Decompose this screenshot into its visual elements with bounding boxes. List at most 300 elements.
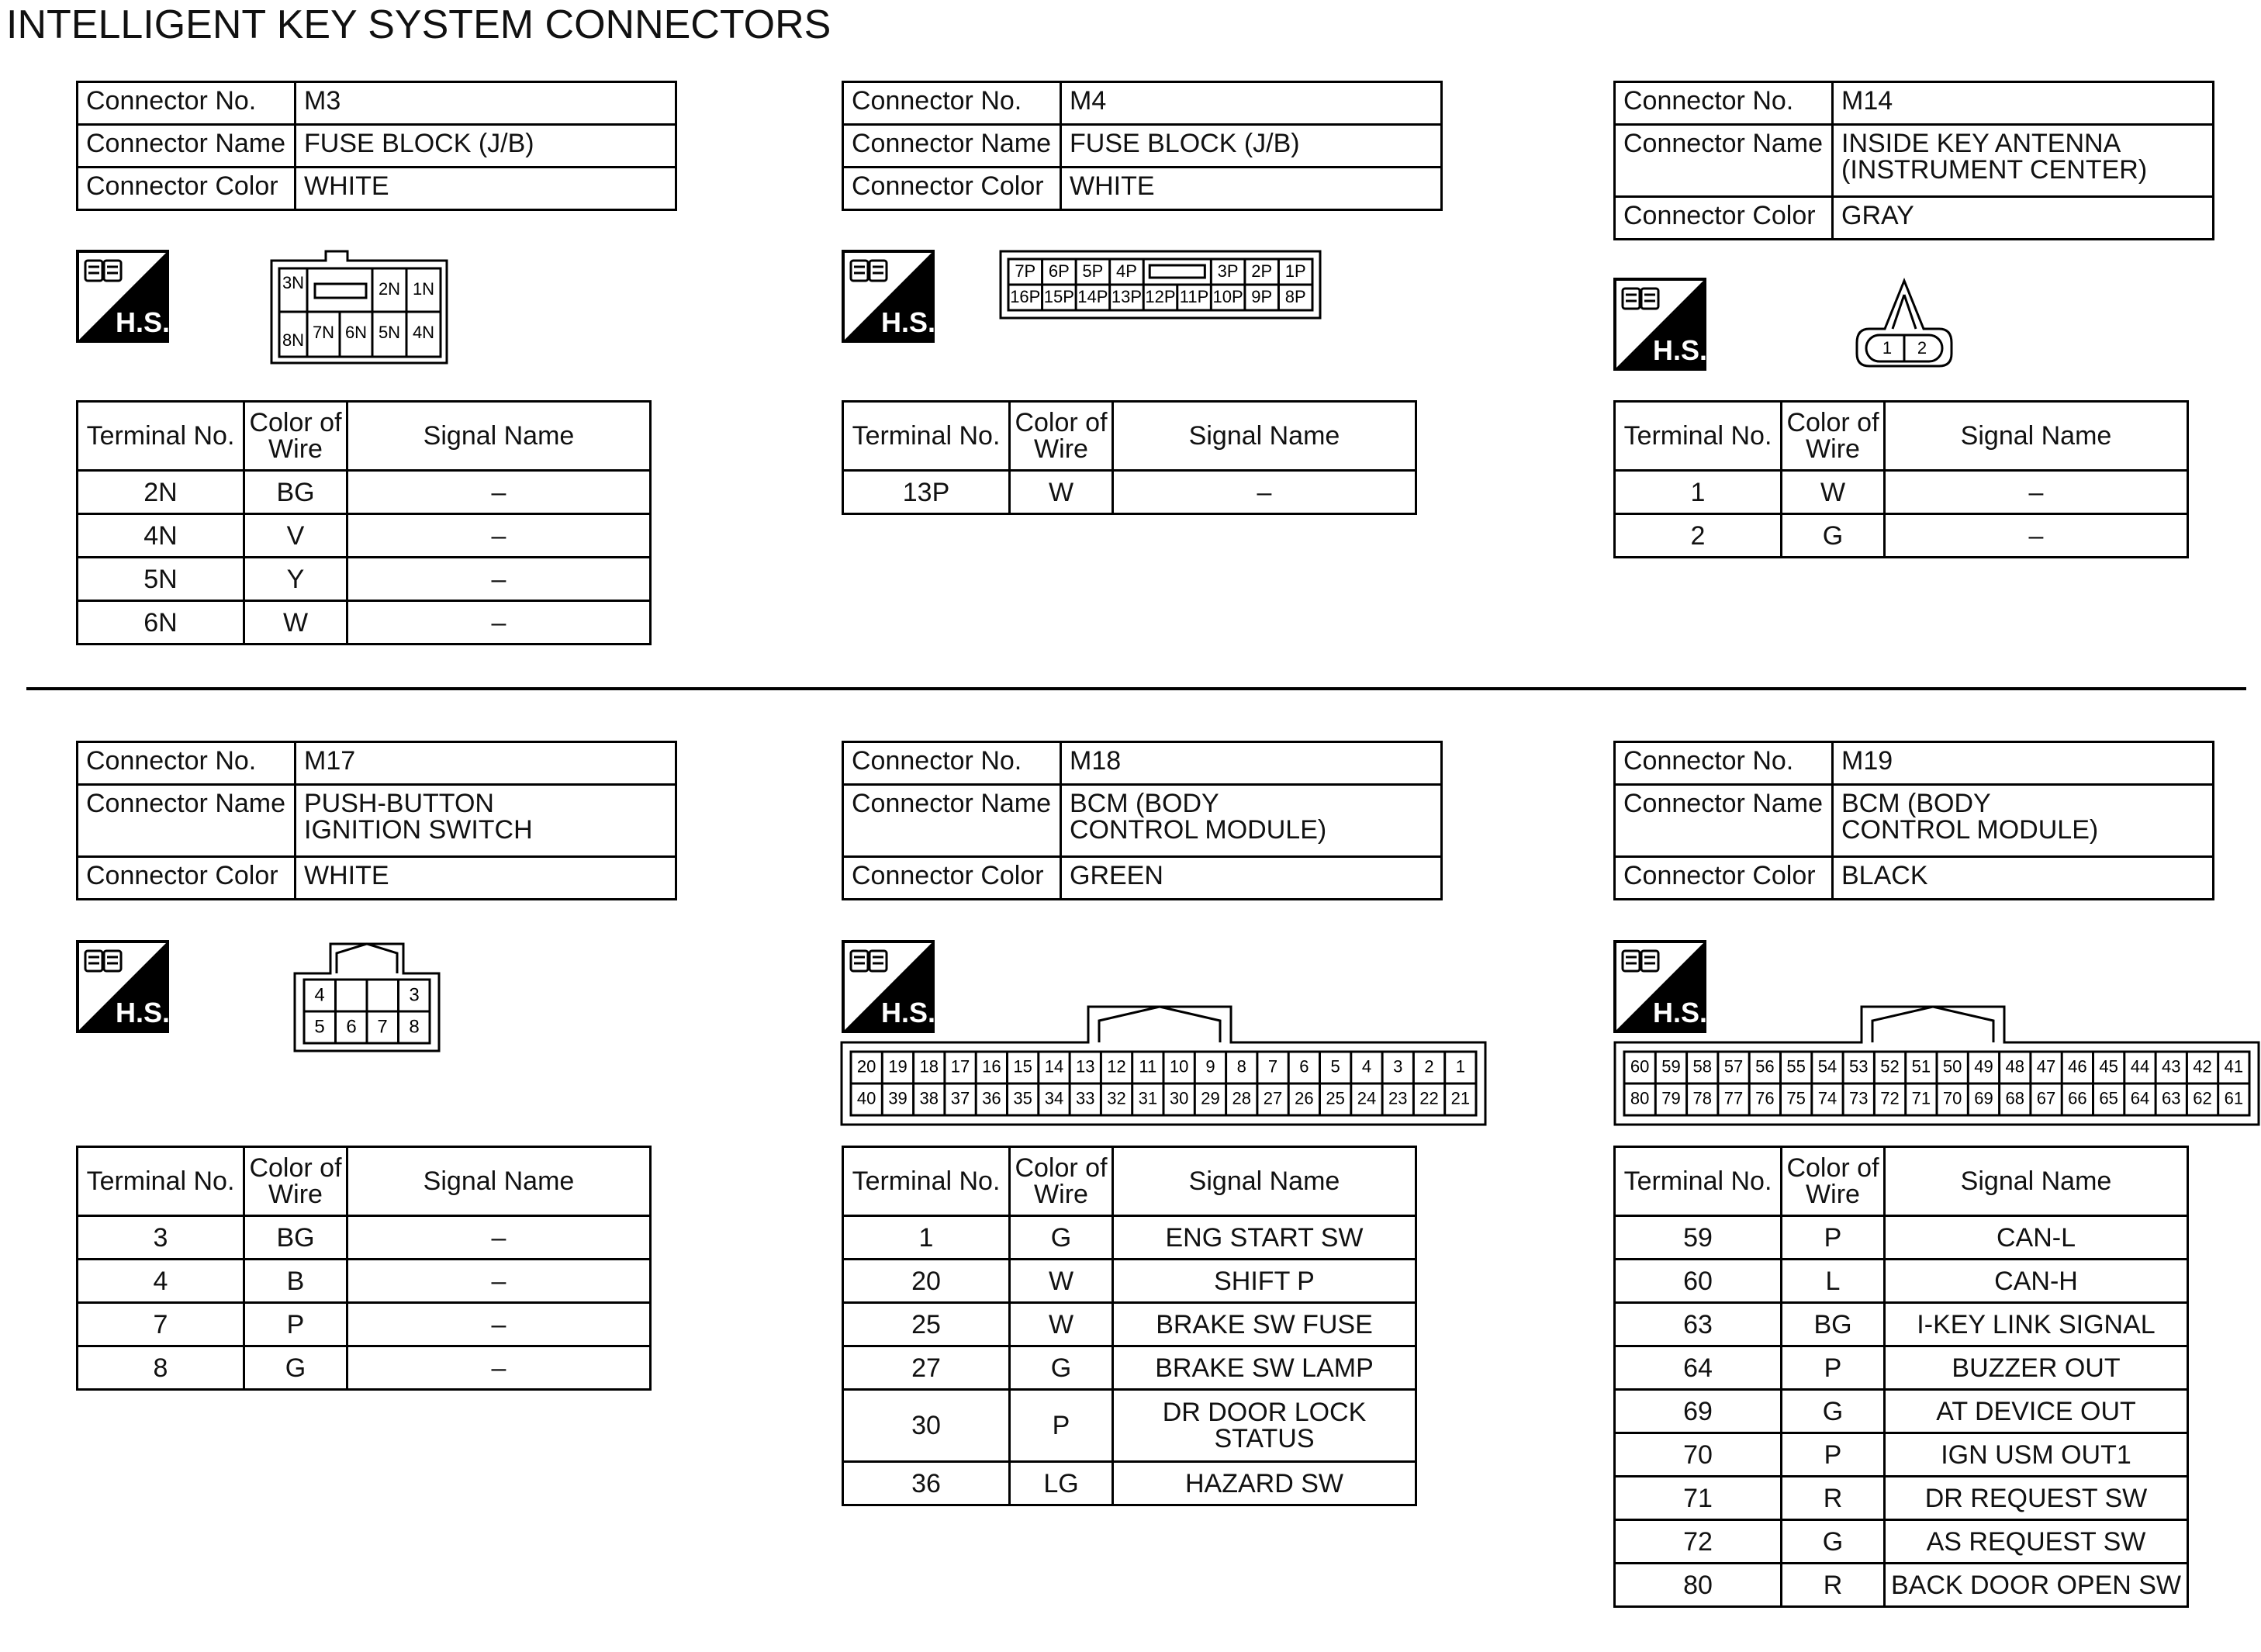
signal-name: –: [347, 1303, 651, 1346]
terminal-number: 5N: [78, 558, 244, 601]
terminal-row: [1615, 1346, 2188, 1390]
connector-number-label: Connector No.: [78, 82, 296, 125]
signal-name: –: [1885, 514, 2188, 558]
terminal-row: [1615, 1433, 2188, 1477]
connector-pin-label: 14: [1044, 1056, 1064, 1077]
connector-pin-label: 13: [1076, 1056, 1095, 1077]
connector-pin-label: 6N: [344, 322, 368, 342]
hs-label: H.S.: [115, 997, 169, 1028]
hs-label: H.S.: [115, 306, 169, 338]
terminal-no-header: Terminal No.: [1615, 402, 1782, 471]
connector-pin-label: 59: [1661, 1056, 1681, 1077]
terminal-row: [1615, 514, 2188, 558]
connector-pin-label: 77: [1723, 1088, 1744, 1108]
connector-number-value: M18: [1061, 742, 1442, 785]
signal-name: –: [1113, 471, 1416, 514]
wire-color-header: Color of Wire: [1010, 1147, 1113, 1216]
terminal-number: 6N: [78, 601, 244, 645]
signal-name: –: [347, 558, 651, 601]
hs-label: H.S.: [880, 997, 935, 1028]
connector-pin-label: 39: [888, 1088, 908, 1108]
terminal-number: 63: [1615, 1303, 1782, 1346]
signal-name-header: Signal Name: [347, 402, 651, 471]
terminal-number: 27: [843, 1346, 1010, 1390]
connector-pin-label: 10: [1169, 1056, 1189, 1077]
connector-number-value: M17: [296, 742, 676, 785]
terminal-table: [76, 400, 652, 645]
connector-pin-label: 7: [377, 1016, 388, 1038]
signal-name: –: [347, 1346, 651, 1390]
connector-pin-label: 37: [950, 1088, 970, 1108]
connector-pin-label: 33: [1076, 1088, 1095, 1108]
connector-pin-label: 5N: [378, 322, 401, 342]
signal-name: DR REQUEST SW: [1885, 1477, 2188, 1520]
terminal-no-header: Terminal No.: [1615, 1147, 1782, 1216]
connector-pin-label: 14P: [1077, 286, 1108, 306]
terminal-row: [1615, 1390, 2188, 1433]
connector-pin-label: 41: [2224, 1056, 2244, 1077]
connector-info-table: [76, 741, 677, 900]
terminal-table-header: [1615, 1147, 2188, 1216]
connector-color-row: [843, 857, 1442, 900]
terminal-row: [78, 1216, 651, 1260]
connector-pin-label: 5: [314, 1016, 325, 1038]
terminal-no-header: Terminal No.: [78, 402, 244, 471]
connector-name-row: [1615, 125, 2214, 197]
wire-color: P: [1010, 1390, 1113, 1462]
connector-color-row: [78, 857, 676, 900]
connector-number-label: Connector No.: [843, 742, 1061, 785]
signal-name: ENG START SW: [1113, 1216, 1416, 1260]
connector-name-label: Connector Name: [843, 785, 1061, 857]
connector-number-row: [1615, 82, 2214, 125]
wire-color: BG: [244, 471, 347, 514]
wire-color: W: [1782, 471, 1885, 514]
connector-color-row: [78, 168, 676, 210]
terminal-row: [843, 1390, 1416, 1462]
connector-info-table: [1613, 741, 2214, 900]
connector-pin-label: 16: [982, 1056, 1001, 1077]
connector-pin-label: 6: [1299, 1056, 1309, 1077]
signal-name-header: Signal Name: [1885, 1147, 2188, 1216]
signal-name: AS REQUEST SW: [1885, 1520, 2188, 1564]
connector-name-label: Connector Name: [78, 125, 296, 168]
wire-color: G: [1782, 1520, 1885, 1564]
terminal-number: 72: [1615, 1520, 1782, 1564]
connector-color-row: [843, 168, 1442, 210]
connector-pin-label: 54: [1817, 1056, 1837, 1077]
wire-color: G: [1782, 514, 1885, 558]
wire-color: G: [1782, 1390, 1885, 1433]
harness-side-icon: [76, 250, 169, 343]
connector-pin-label: 20: [856, 1056, 876, 1077]
connector-pin-label: 34: [1044, 1088, 1064, 1108]
signal-name: BRAKE SW FUSE: [1113, 1303, 1416, 1346]
connector-color-label: Connector Color: [843, 857, 1061, 900]
connector-pin-label: 79: [1661, 1088, 1681, 1108]
terminal-number: 1: [843, 1216, 1010, 1260]
terminal-table-header: [78, 402, 651, 471]
connector-number-row: [78, 82, 676, 125]
connector-pin-label: 65: [2099, 1088, 2118, 1108]
terminal-table-header: [1615, 402, 2188, 471]
connector-pin-label: 2N: [378, 278, 401, 299]
terminal-row: [1615, 471, 2188, 514]
connector-number-row: [78, 742, 676, 785]
connector-pin-label: 17: [950, 1056, 970, 1077]
terminal-number: 70: [1615, 1433, 1782, 1477]
connector-name-row: [843, 785, 1442, 857]
connector-pin-label: 3: [1393, 1056, 1403, 1077]
wire-color-header: Color of Wire: [1782, 402, 1885, 471]
connector-pin-label: 36: [982, 1088, 1001, 1108]
terminal-no-header: Terminal No.: [843, 402, 1010, 471]
connector-pin-label: 53: [1849, 1056, 1869, 1077]
connector-color-value: BLACK: [1833, 857, 2214, 900]
signal-name: –: [1885, 471, 2188, 514]
connector-number-label: Connector No.: [1615, 82, 1833, 125]
connector-pin-label: 10P: [1212, 286, 1243, 306]
connector-pin-label: 66: [2068, 1088, 2087, 1108]
signal-name: DR DOOR LOCK STATUS: [1113, 1390, 1416, 1462]
connector-pin-label: 48: [2005, 1056, 2024, 1077]
connector-pin-label: 6P: [1048, 261, 1070, 281]
page-title: INTELLIGENT KEY SYSTEM CONNECTORS: [6, 2, 831, 47]
connector-info-table: [76, 81, 677, 211]
terminal-row: [78, 514, 651, 558]
connector-number-value: M19: [1833, 742, 2214, 785]
connector-color-row: [1615, 197, 2214, 240]
connector-pin-label: 12P: [1145, 286, 1176, 306]
connector-pin-label: 49: [1974, 1056, 1993, 1077]
connector-pin-label: 19: [888, 1056, 908, 1077]
terminal-row: [843, 1303, 1416, 1346]
hs-label: H.S.: [1652, 997, 1706, 1028]
connector-pin-label: 26: [1295, 1088, 1314, 1108]
connector-pin-label: 18: [919, 1056, 939, 1077]
terminal-row: [1615, 1477, 2188, 1520]
connector-pin-label: 28: [1232, 1088, 1251, 1108]
connector-number-row: [843, 742, 1442, 785]
wire-color: Y: [244, 558, 347, 601]
connector-pin-label: 44: [2130, 1056, 2150, 1077]
connector-pin-label: 47: [2036, 1056, 2056, 1077]
connector-face-m14: [1854, 276, 1955, 373]
connector-name-value: FUSE BLOCK (J/B): [296, 125, 676, 168]
signal-name: AT DEVICE OUT: [1885, 1390, 2188, 1433]
terminal-number: 25: [843, 1303, 1010, 1346]
connector-pin-label: 80: [1630, 1088, 1650, 1108]
signal-name: CAN-L: [1885, 1216, 2188, 1260]
connector-pin-label: 15: [1013, 1056, 1032, 1077]
signal-name: I-KEY LINK SIGNAL: [1885, 1303, 2188, 1346]
terminal-row: [1615, 1303, 2188, 1346]
connector-color-label: Connector Color: [843, 168, 1061, 210]
connector-color-label: Connector Color: [1615, 197, 1833, 240]
connector-pin-label: 9: [1205, 1056, 1215, 1077]
connector-pin-label: 8: [409, 1016, 420, 1038]
connector-pin-label: 4N: [412, 322, 435, 342]
terminal-number: 71: [1615, 1477, 1782, 1520]
hs-label: H.S.: [880, 306, 935, 338]
connector-name-value: BCM (BODY CONTROL MODULE): [1833, 785, 2214, 857]
wire-color: G: [1010, 1216, 1113, 1260]
connector-pin-label: 8P: [1284, 286, 1306, 306]
connector-pin-label: 62: [2193, 1088, 2212, 1108]
wire-color: R: [1782, 1564, 1885, 1607]
connector-pin-label: 72: [1880, 1088, 1900, 1108]
connector-pin-label: 1: [1882, 337, 1893, 358]
connector-pin-label: 46: [2068, 1056, 2087, 1077]
terminal-number: 4: [78, 1260, 244, 1303]
connector-name-row: [78, 125, 676, 168]
terminal-row: [1615, 1260, 2188, 1303]
signal-name: BUZZER OUT: [1885, 1346, 2188, 1390]
connector-pin-label: 22: [1419, 1088, 1439, 1108]
terminal-row: [843, 1462, 1416, 1505]
signal-name: SHIFT P: [1113, 1260, 1416, 1303]
harness-side-icon: [76, 940, 169, 1033]
connector-name-row: [78, 785, 676, 857]
signal-name: BRAKE SW LAMP: [1113, 1346, 1416, 1390]
wire-color: BG: [1782, 1303, 1885, 1346]
wire-color: P: [1782, 1216, 1885, 1260]
terminal-row: [78, 601, 651, 645]
wire-color-header: Color of Wire: [1782, 1147, 1885, 1216]
signal-name: –: [347, 1260, 651, 1303]
terminal-row: [1615, 1520, 2188, 1564]
connector-face-m18: [840, 1005, 1487, 1130]
wire-color: G: [244, 1346, 347, 1390]
terminal-number: 30: [843, 1390, 1010, 1462]
connector-face-m19: [1613, 1005, 2260, 1130]
terminal-table-header: [78, 1147, 651, 1216]
connector-pin-label: 9P: [1251, 286, 1273, 306]
connector-pin-label: 1P: [1284, 261, 1306, 281]
connector-name-row: [1615, 785, 2214, 857]
wire-color-header: Color of Wire: [244, 1147, 347, 1216]
connector-number-label: Connector No.: [1615, 742, 1833, 785]
signal-name: –: [347, 601, 651, 645]
terminal-table-header: [843, 1147, 1416, 1216]
terminal-row: [1615, 1216, 2188, 1260]
signal-name-header: Signal Name: [347, 1147, 651, 1216]
connector-pin-label: 55: [1786, 1056, 1806, 1077]
terminal-row: [78, 1303, 651, 1346]
connector-pin-label: 5P: [1082, 261, 1104, 281]
wire-color: LG: [1010, 1462, 1113, 1505]
signal-name-header: Signal Name: [1113, 402, 1416, 471]
wire-color-header: Color of Wire: [244, 402, 347, 471]
terminal-row: [78, 558, 651, 601]
connector-pin-label: 3P: [1217, 261, 1239, 281]
connector-pin-label: 5: [1330, 1056, 1340, 1077]
connector-color-value: WHITE: [296, 168, 676, 210]
terminal-row: [843, 1216, 1416, 1260]
connector-pin-label: 6: [346, 1016, 357, 1038]
connector-pin-label: 1N: [412, 278, 435, 299]
terminal-number: 20: [843, 1260, 1010, 1303]
connector-pin-label: 73: [1849, 1088, 1869, 1108]
connector-color-row: [1615, 857, 2214, 900]
connector-number-row: [1615, 742, 2214, 785]
wire-color: BG: [244, 1216, 347, 1260]
connector-pin-label: 40: [856, 1088, 876, 1108]
connector-face-m4: [999, 250, 1322, 323]
wire-color: B: [244, 1260, 347, 1303]
signal-name: HAZARD SW: [1113, 1462, 1416, 1505]
signal-name: IGN USM OUT1: [1885, 1433, 2188, 1477]
connector-pin-label: 45: [2099, 1056, 2118, 1077]
connector-pin-label: 7P: [1015, 261, 1036, 281]
connector-number-value: M3: [296, 82, 676, 125]
terminal-row: [1615, 1564, 2188, 1607]
terminal-number: 8: [78, 1346, 244, 1390]
terminal-number: 60: [1615, 1260, 1782, 1303]
connector-name-label: Connector Name: [1615, 125, 1833, 197]
terminal-table: [76, 1146, 652, 1391]
connector-pin-label: 52: [1880, 1056, 1900, 1077]
connector-pin-label: 75: [1786, 1088, 1806, 1108]
connector-pin-label: 71: [1911, 1088, 1931, 1108]
connector-pin-label: 2P: [1251, 261, 1273, 281]
wire-color: W: [1010, 1303, 1113, 1346]
connector-color-label: Connector Color: [1615, 857, 1833, 900]
connector-pin-label: 2: [1917, 337, 1927, 358]
terminal-number: 59: [1615, 1216, 1782, 1260]
connector-pin-label: 8N: [282, 330, 305, 350]
connector-pin-label: 35: [1013, 1088, 1032, 1108]
connector-face-m3: [270, 250, 450, 370]
connector-name-label: Connector Name: [1615, 785, 1833, 857]
connector-pin-label: 68: [2005, 1088, 2024, 1108]
connector-pin-label: 23: [1388, 1088, 1408, 1108]
connector-pin-label: 50: [1942, 1056, 1962, 1077]
connector-pin-label: 63: [2162, 1088, 2181, 1108]
terminal-no-header: Terminal No.: [843, 1147, 1010, 1216]
connector-pin-label: 11P: [1179, 286, 1209, 306]
connector-pin-label: 60: [1630, 1056, 1650, 1077]
signal-name: –: [347, 1216, 651, 1260]
connector-pin-label: 4: [1361, 1056, 1372, 1077]
connector-pin-label: 4P: [1115, 261, 1137, 281]
connector-pin-label: 2: [1424, 1056, 1434, 1077]
connector-face-m17: [293, 942, 441, 1056]
connector-pin-label: 51: [1911, 1056, 1931, 1077]
connector-pin-label: 61: [2224, 1088, 2244, 1108]
wire-color: W: [1010, 1260, 1113, 1303]
signal-name: –: [347, 514, 651, 558]
terminal-number: 80: [1615, 1564, 1782, 1607]
connector-pin-label: 11: [1139, 1056, 1157, 1077]
wire-color-header: Color of Wire: [1010, 402, 1113, 471]
terminal-number: 4N: [78, 514, 244, 558]
terminal-number: 69: [1615, 1390, 1782, 1433]
connector-pin-label: 30: [1169, 1088, 1189, 1108]
connector-pin-label: 70: [1942, 1088, 1962, 1108]
connector-color-value: WHITE: [296, 857, 676, 900]
connector-name-value: BCM (BODY CONTROL MODULE): [1061, 785, 1442, 857]
connector-color-label: Connector Color: [78, 168, 296, 210]
harness-side-icon: [1613, 278, 1706, 371]
connector-name-value: INSIDE KEY ANTENNA (INSTRUMENT CENTER): [1833, 125, 2214, 197]
connector-pin-label: 74: [1817, 1088, 1837, 1108]
terminal-no-header: Terminal No.: [78, 1147, 244, 1216]
terminal-table: [842, 1146, 1417, 1506]
connector-pin-label: 57: [1723, 1056, 1744, 1077]
terminal-number: 7: [78, 1303, 244, 1346]
connector-name-value: PUSH-BUTTON IGNITION SWITCH: [296, 785, 676, 857]
hs-label: H.S.: [1652, 334, 1706, 366]
connector-pin-label: 78: [1692, 1088, 1712, 1108]
connector-number-row: [843, 82, 1442, 125]
terminal-number: 64: [1615, 1346, 1782, 1390]
terminal-row: [78, 1346, 651, 1390]
connector-color-value: GREEN: [1061, 857, 1442, 900]
wire-color: R: [1782, 1477, 1885, 1520]
wire-color: P: [1782, 1433, 1885, 1477]
connector-pin-label: 32: [1107, 1088, 1126, 1108]
connector-name-row: [843, 125, 1442, 168]
connector-pin-label: 27: [1263, 1088, 1283, 1108]
terminal-table: [842, 400, 1417, 515]
connector-number-label: Connector No.: [843, 82, 1061, 125]
connector-pin-label: 24: [1357, 1088, 1377, 1108]
wire-color: L: [1782, 1260, 1885, 1303]
connector-pin-label: 56: [1755, 1056, 1775, 1077]
connector-number-value: M4: [1061, 82, 1442, 125]
connector-pin-label: 69: [1974, 1088, 1993, 1108]
connector-pin-label: 43: [2162, 1056, 2181, 1077]
harness-side-icon: [842, 250, 935, 343]
connector-number-value: M14: [1833, 82, 2214, 125]
connector-info-table: [1613, 81, 2214, 240]
connector-name-label: Connector Name: [843, 125, 1061, 168]
terminal-number: 2N: [78, 471, 244, 514]
wire-color: G: [1010, 1346, 1113, 1390]
connector-pin-label: 12: [1107, 1056, 1126, 1077]
signal-name: –: [347, 471, 651, 514]
terminal-row: [843, 471, 1416, 514]
connector-pin-label: 64: [2130, 1088, 2150, 1108]
connector-pin-label: 67: [2036, 1088, 2056, 1108]
terminal-table-header: [843, 402, 1416, 471]
wire-color: P: [244, 1303, 347, 1346]
terminal-table: [1613, 400, 2189, 558]
connector-pin-label: 7N: [312, 322, 335, 342]
terminal-number: 2: [1615, 514, 1782, 558]
terminal-number: 3: [78, 1216, 244, 1260]
signal-name-header: Signal Name: [1885, 402, 2188, 471]
connector-name-label: Connector Name: [78, 785, 296, 857]
connector-pin-label: 42: [2193, 1056, 2212, 1077]
connector-pin-label: 38: [919, 1088, 939, 1108]
signal-name: BACK DOOR OPEN SW: [1885, 1564, 2188, 1607]
connector-info-table: [842, 741, 1443, 900]
connector-pin-label: 16P: [1010, 286, 1041, 306]
terminal-number: 36: [843, 1462, 1010, 1505]
terminal-number: 1: [1615, 471, 1782, 514]
connector-color-label: Connector Color: [78, 857, 296, 900]
terminal-row: [843, 1346, 1416, 1390]
section-divider: [26, 687, 2246, 690]
connector-number-label: Connector No.: [78, 742, 296, 785]
connector-pin-label: 15P: [1043, 286, 1074, 306]
wire-color: P: [1782, 1346, 1885, 1390]
connector-pin-label: 3: [409, 984, 420, 1006]
signal-name: CAN-H: [1885, 1260, 2188, 1303]
connector-pin-label: 29: [1201, 1088, 1220, 1108]
